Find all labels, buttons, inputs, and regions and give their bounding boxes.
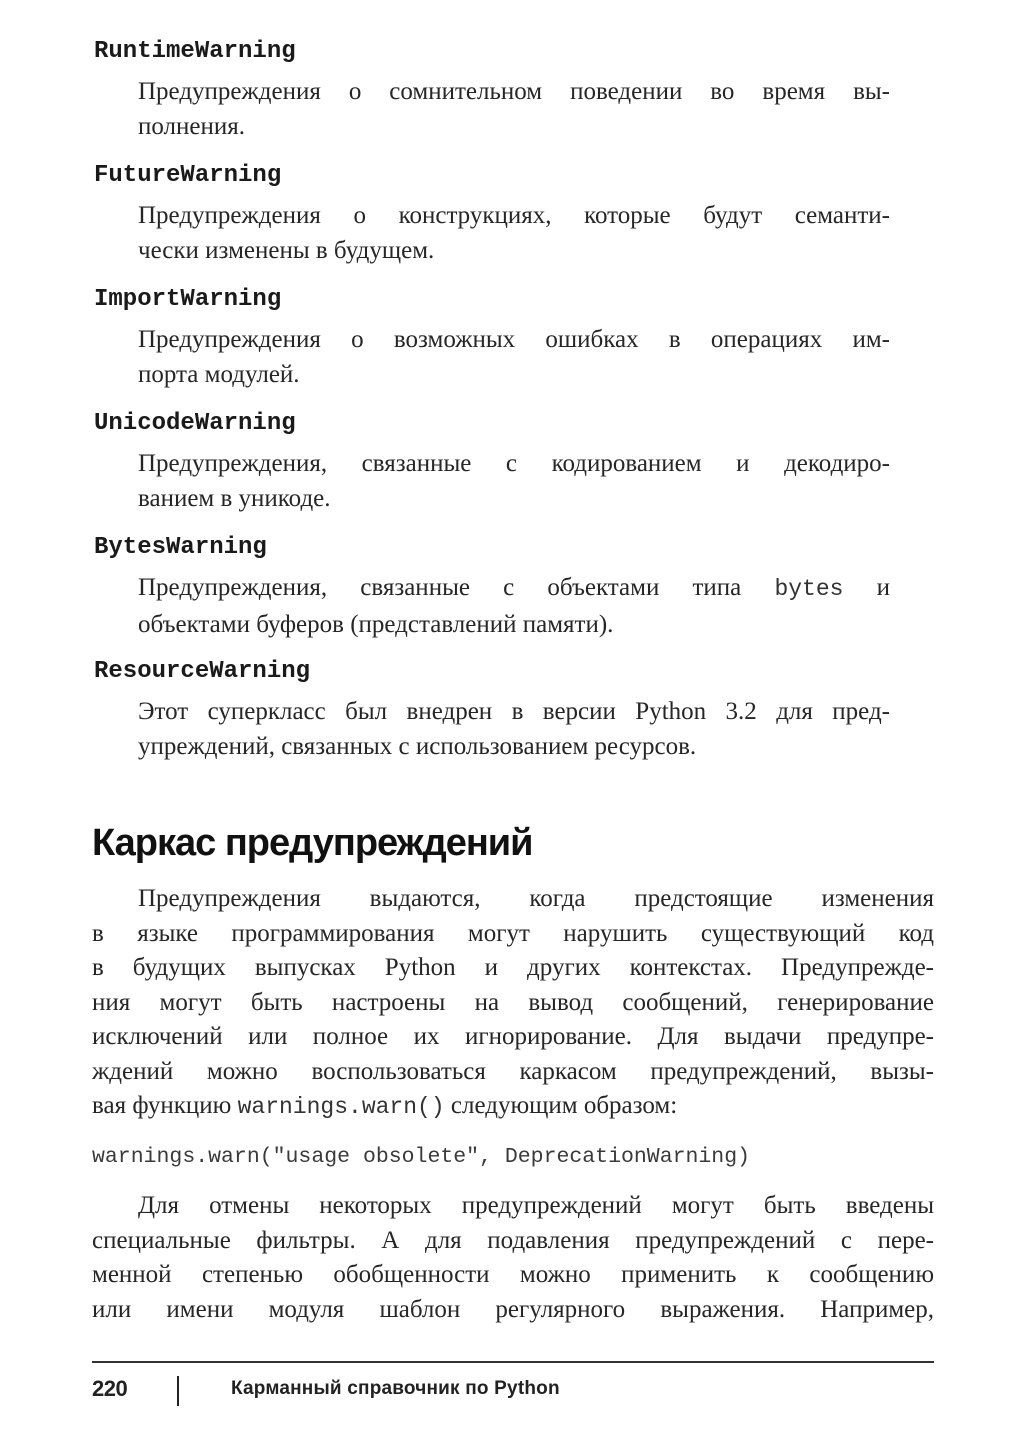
- definition-line: Предупреждения, связанные с кодированием и декодиро-: [138, 450, 890, 477]
- body-paragraph-1: [92, 882, 934, 1125]
- definition-line: Предупреждения о возможных ошибках в операциях им-: [138, 326, 890, 353]
- term-import-warning: ImportWarning: [94, 286, 282, 313]
- definition-bytes-warning: [138, 570, 890, 642]
- definition-import-warning: [138, 322, 890, 392]
- paragraph-text: вая функцию: [92, 1092, 232, 1119]
- body-paragraph-2: [92, 1189, 934, 1327]
- paragraph-line: менной степенью обобщенности можно применить к сообщению: [92, 1261, 934, 1288]
- inline-code-bytes: bytes: [774, 576, 844, 602]
- term-resource-warning: ResourceWarning: [94, 658, 311, 685]
- term-bytes-warning: BytesWarning: [94, 534, 267, 561]
- footer-rule: [92, 1361, 934, 1363]
- paragraph-line: в будущих выпусках Python и других контекстах. Предупрежде-: [92, 954, 934, 981]
- term-runtime-warning: RuntimeWarning: [94, 38, 296, 65]
- paragraph-line: в языке программирования могут нарушить существующий код: [92, 919, 934, 947]
- paragraph-line: специальные фильтры. А для подавления предупреждений с пере-: [92, 1226, 934, 1254]
- definition-text: Предупреждения, связанные с объектами типа: [138, 574, 742, 601]
- term-future-warning: FutureWarning: [94, 162, 282, 189]
- code-example: warnings.warn("usage obsolete", DeprecationWarning): [92, 1145, 751, 1169]
- paragraph-line: исключений или полное их игнорирование. Для выдачи предупре-: [92, 1023, 934, 1050]
- paragraph-line: [92, 1089, 934, 1125]
- paragraph-line: Для отмены некоторых предупреждений могут быть введены: [138, 1192, 934, 1219]
- definition-text: и: [876, 574, 890, 601]
- running-footer-title: Карманный справочник по Python: [231, 1378, 560, 1399]
- definition-line: Предупреждения о сомнительном поведении во время вы-: [138, 78, 890, 105]
- definition-resource-warning: [138, 694, 890, 764]
- section-heading: Каркас предупреждений: [92, 822, 533, 864]
- definition-line: упреждений, связанных с использованием ресурсов.: [138, 733, 697, 760]
- page-number: 220: [92, 1376, 128, 1401]
- definition-line: Этот суперкласс был внедрен в версии Python 3.2 для пред-: [138, 698, 890, 725]
- definition-line: ванием в уникоде.: [138, 485, 331, 512]
- definition-line: объектами буферов (представлений памяти).: [138, 611, 614, 638]
- definition-future-warning: [138, 198, 890, 268]
- definition-runtime-warning: [138, 74, 890, 144]
- definition-unicode-warning: [138, 446, 890, 516]
- definition-line: чески изменены в будущем.: [138, 237, 435, 264]
- definition-line: порта модулей.: [138, 361, 300, 388]
- paragraph-line: ждений можно воспользоваться каркасом предупреждений, вызы-: [92, 1057, 934, 1085]
- paragraph-line: ния могут быть настроены на вывод сообщений, генерирование: [92, 988, 934, 1016]
- term-unicode-warning: UnicodeWarning: [94, 410, 296, 437]
- inline-code-warnings-warn: warnings.warn(): [237, 1094, 445, 1120]
- paragraph-line: или имени модуля шаблон регулярного выражения. Например,: [92, 1295, 934, 1323]
- paragraph-text: следующим образом:: [450, 1092, 678, 1119]
- footer-separator: [177, 1376, 179, 1406]
- definition-line: полнения.: [138, 113, 246, 140]
- paragraph-line: Предупреждения выдаются, когда предстоящие изменения: [138, 885, 934, 912]
- definition-line: [138, 570, 890, 607]
- definition-line: Предупреждения о конструкциях, которые будут семанти-: [138, 202, 890, 229]
